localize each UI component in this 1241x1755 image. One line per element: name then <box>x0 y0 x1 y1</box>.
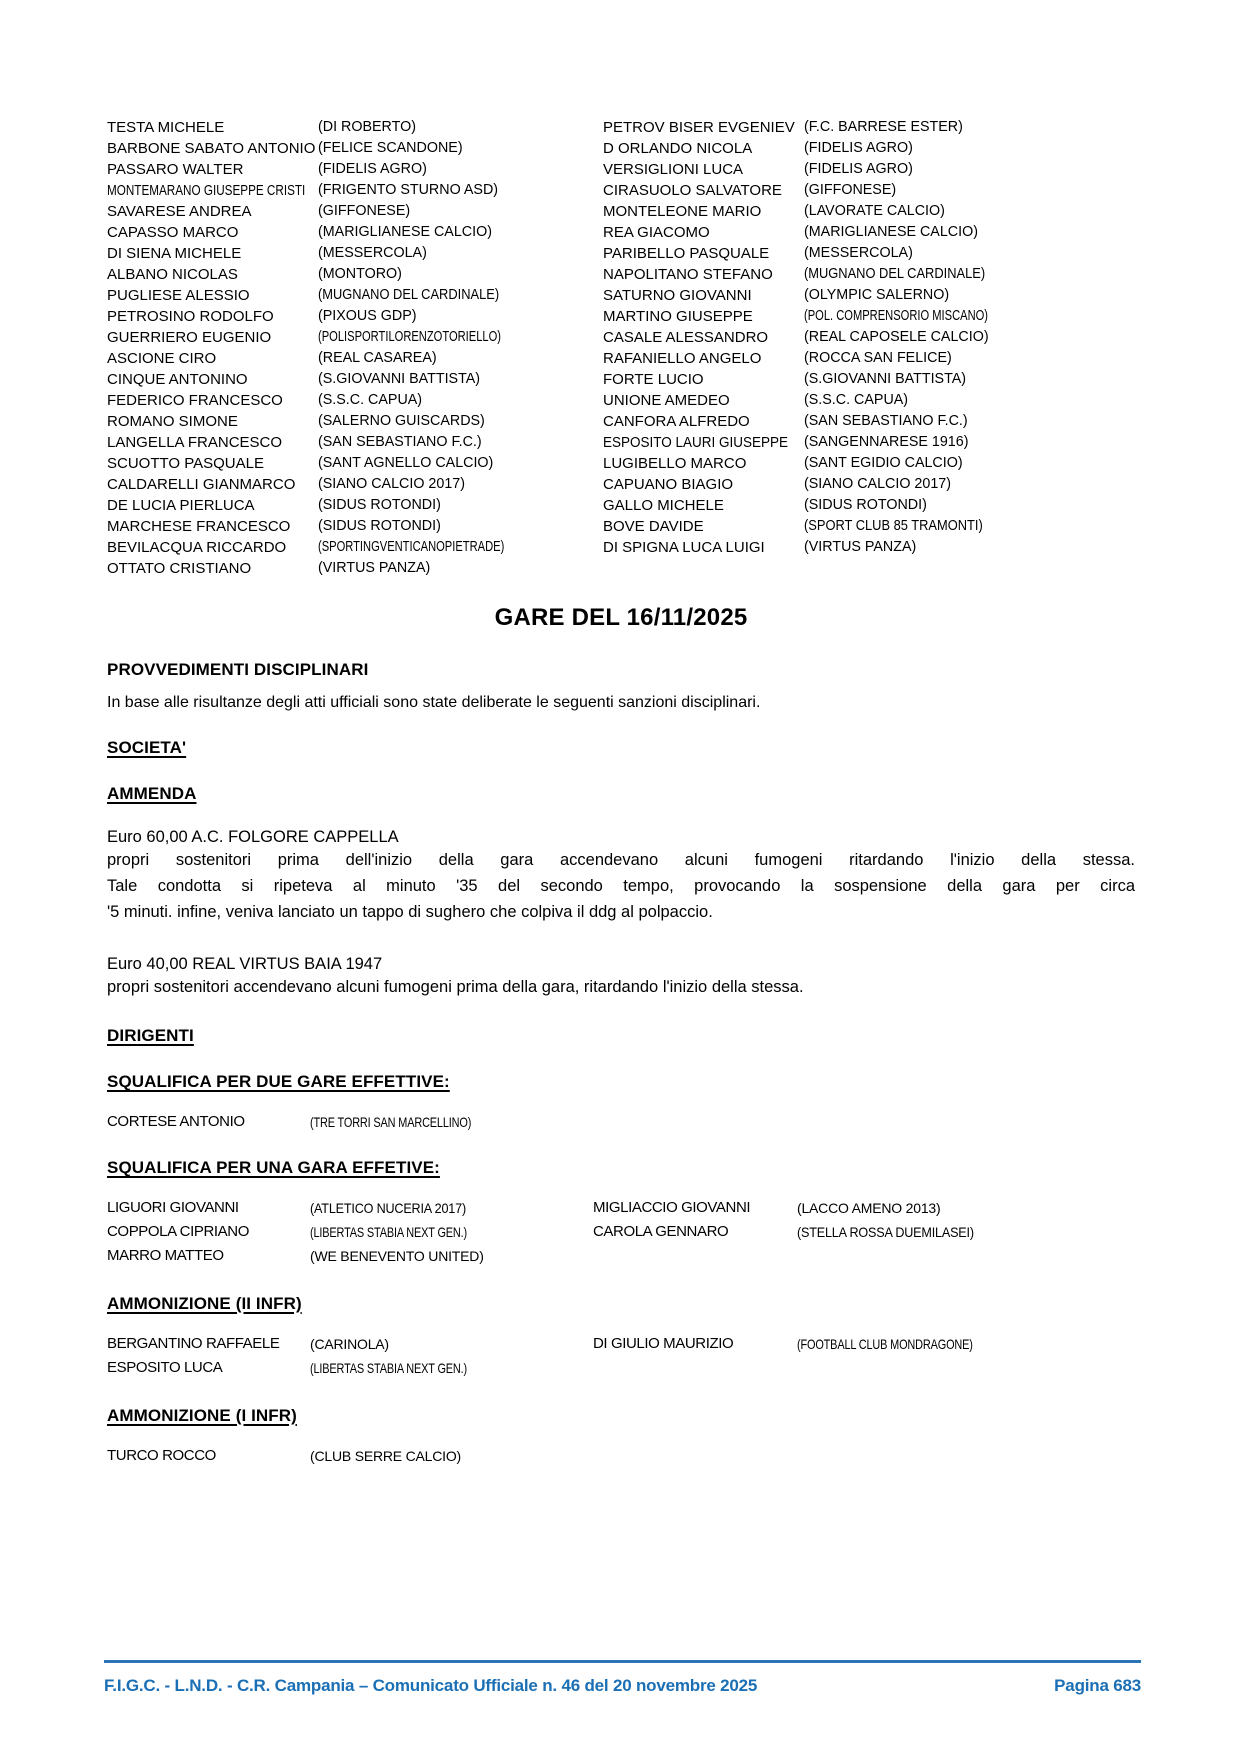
ammonizione-i-heading <box>107 1406 1135 1426</box>
club-name: (STELLA ROSSA DUEMILASEI) <box>797 1224 974 1240</box>
squalifica-due-list <box>107 1110 1135 1134</box>
person-name: BEVILACQUA RICCARDO <box>107 539 287 556</box>
roster-section <box>107 117 1135 579</box>
person-name: D ORLANDO NICOLA <box>603 140 753 157</box>
person-name: RAFANIELLO ANGELO <box>603 350 762 367</box>
societa-heading <box>107 738 1135 758</box>
club-name: (POLISPORTILORENZOTORIELLO) <box>318 329 502 345</box>
club-name: (FRIGENTO STURNO ASD) <box>318 182 499 198</box>
person-name: PETROSINO RODOLFO <box>107 308 274 325</box>
club-name: (S.S.C. CAPUA) <box>318 392 423 408</box>
person-name: ASCIONE CIRO <box>107 350 217 367</box>
person-name: ESPOSITO LAURI GIUSEPPE <box>603 434 789 451</box>
club-name: (POL. COMPRENSORIO MISCANO) <box>804 308 989 324</box>
fine-body <box>107 847 1135 925</box>
page-footer <box>104 1660 1141 1696</box>
club-name: (SIDUS ROTONDI) <box>318 518 441 534</box>
club-name: (LIBERTAS STABIA NEXT GEN.) <box>310 1224 468 1240</box>
person-name: BOVE DAVIDE <box>603 518 704 535</box>
person-name: FORTE LUCIO <box>603 371 704 388</box>
person-name: LANGELLA FRANCESCO <box>107 434 283 451</box>
club-name: (WE BENEVENTO UNITED) <box>310 1248 484 1264</box>
club-name: (SANGENNARESE 1916) <box>804 434 969 450</box>
person-name: OTTATO CRISTIANO <box>107 560 252 577</box>
club-name: (F.C. BARRESE ESTER) <box>804 119 963 135</box>
person-name: ALBANO NICOLAS <box>107 266 238 283</box>
club-name: (SIDUS ROTONDI) <box>804 497 927 513</box>
club-name: (S.S.C. CAPUA) <box>804 392 909 408</box>
person-name: ESPOSITO LUCA <box>107 1359 223 1376</box>
club-name: (MONTORO) <box>318 266 402 282</box>
person-name: BARBONE SABATO ANTONIO <box>107 140 316 157</box>
club-name: (REAL CASAREA) <box>318 350 437 366</box>
person-name: MARRO MATTEO <box>107 1247 224 1264</box>
club-name: (ATLETICO NUCERIA 2017) <box>310 1200 466 1216</box>
person-name: GALLO MICHELE <box>603 497 724 514</box>
fine-body-line: '5 minuti. infine, veniva lanciato un tappo di sughero che colpiva il ddg al polpaccio. <box>107 903 713 921</box>
provvedimenti-heading: PROVVEDIMENTI DISCIPLINARI <box>107 660 369 679</box>
ammonizione-ii-list <box>107 1332 1135 1380</box>
squalifica-una-heading-text: SQUALIFICA PER UNA GARA EFFETIVE: <box>107 1158 440 1177</box>
fine-block-1 <box>107 828 1135 925</box>
person-name: MIGLIACCIO GIOVANNI <box>593 1199 751 1216</box>
club-name: (DI ROBERTO) <box>318 119 416 135</box>
club-name: (S.GIOVANNI BATTISTA) <box>318 371 481 387</box>
club-name: (SIANO CALCIO 2017) <box>318 476 465 492</box>
person-name: CAPASSO MARCO <box>107 224 239 241</box>
person-name: LUGIBELLO MARCO <box>603 455 747 472</box>
person-name: PETROV BISER EVGENIEV <box>603 119 795 136</box>
person-name: DE LUCIA PIERLUCA <box>107 497 255 514</box>
person-name: NAPOLITANO STEFANO <box>603 266 773 283</box>
club-name: (REAL CAPOSELE CALCIO) <box>804 329 989 345</box>
squalifica-due-heading-text: SQUALIFICA PER DUE GARE EFFETTIVE: <box>107 1072 450 1091</box>
person-name: ROMANO SIMONE <box>107 413 238 430</box>
gare-date-heading: GARE DEL 16/11/2025 <box>494 604 748 631</box>
fine-amount-line: Euro 60,00 A.C. FOLGORE CAPPELLA <box>107 828 399 846</box>
fine-body-line: propri sostenitori accendevano alcuni fumogeni prima della gara, ritardando l'inizio della stessa. <box>107 978 804 996</box>
club-name: (SANT AGNELLO CALCIO) <box>318 455 494 471</box>
club-name: (MARIGLIANESE CALCIO) <box>804 224 978 240</box>
club-name: (MESSERCOLA) <box>804 245 913 261</box>
person-name: MARTINO GIUSEPPE <box>603 308 753 325</box>
person-name: DI SIENA MICHELE <box>107 245 242 262</box>
person-name: TURCO ROCCO <box>107 1447 216 1464</box>
club-name: (S.GIOVANNI BATTISTA) <box>804 371 967 387</box>
person-name: MARCHESE FRANCESCO <box>107 518 291 535</box>
club-name: (OLYMPIC SALERNO) <box>804 287 950 303</box>
club-name: (MESSERCOLA) <box>318 245 427 261</box>
club-name: (PIXOUS GDP) <box>318 308 417 324</box>
person-name: CANFORA ALFREDO <box>603 413 750 430</box>
person-name: DI GIULIO MAURIZIO <box>593 1335 734 1352</box>
person-name: MONTELEONE MARIO <box>603 203 762 220</box>
person-name: CIRASUOLO SALVATORE <box>603 182 782 199</box>
person-name: CORTESE ANTONIO <box>107 1113 245 1130</box>
person-name: MONTEMARANO GIUSEPPE CRISTI <box>107 182 306 199</box>
club-name: (SAN SEBASTIANO F.C.) <box>804 413 968 429</box>
fine-block-2 <box>107 955 1135 1000</box>
club-name: (LACCO AMENO 2013) <box>797 1200 941 1216</box>
footer-publication-info: F.I.G.C. - L.N.D. - C.R. Campania – Comunicato Ufficiale n. 46 del 20 novembre 2025 <box>104 1676 758 1695</box>
club-name: (FIDELIS AGRO) <box>804 140 913 156</box>
dirigenti-heading <box>107 1026 1135 1046</box>
club-name: (LAVORATE CALCIO) <box>804 203 945 219</box>
person-name: LIGUORI GIOVANNI <box>107 1199 239 1216</box>
person-name: BERGANTINO RAFFAELE <box>107 1335 280 1352</box>
club-name: (FIDELIS AGRO) <box>804 161 913 177</box>
squalifica-due-heading <box>107 1072 1135 1092</box>
club-name: (VIRTUS PANZA) <box>804 539 917 555</box>
squalifica-una-heading <box>107 1158 1135 1178</box>
club-name: (SALERNO GUISCARDS) <box>318 413 485 429</box>
club-name: (FOOTBALL CLUB MONDRAGONE) <box>797 1336 973 1352</box>
roster-column-right <box>603 117 1135 579</box>
ammonizione-i-heading-text: AMMONIZIONE (I INFR) <box>107 1406 297 1425</box>
person-name: VERSIGLIONI LUCA <box>603 161 744 178</box>
club-name: (SPORT CLUB 85 TRAMONTI) <box>804 518 983 534</box>
squalifica-una-list <box>107 1196 1135 1268</box>
club-name: (CLUB SERRE CALCIO) <box>310 1448 462 1464</box>
club-name: (FIDELIS AGRO) <box>318 161 427 177</box>
person-name: SAVARESE ANDREA <box>107 203 252 220</box>
club-name: (MUGNANO DEL CARDINALE) <box>804 266 986 282</box>
club-name: (MUGNANO DEL CARDINALE) <box>318 287 500 303</box>
club-name: (MARIGLIANESE CALCIO) <box>318 224 492 240</box>
club-name: (VIRTUS PANZA) <box>318 560 431 576</box>
club-name: (SAN SEBASTIANO F.C.) <box>318 434 482 450</box>
person-name: SATURNO GIOVANNI <box>603 287 752 304</box>
person-name: FEDERICO FRANCESCO <box>107 392 283 409</box>
dirigenti-heading-text: DIRIGENTI <box>107 1026 194 1045</box>
fine-amount-line: Euro 40,00 REAL VIRTUS BAIA 1947 <box>107 955 383 973</box>
person-name: CAPUANO BIAGIO <box>603 476 734 493</box>
club-name: (ROCCA SAN FELICE) <box>804 350 952 366</box>
person-name: REA GIACOMO <box>603 224 710 241</box>
footer-page-number: Pagina 683 <box>1054 1676 1141 1695</box>
societa-heading-text: SOCIETA' <box>107 738 187 757</box>
person-name: CALDARELLI GIANMARCO <box>107 476 296 493</box>
ammenda-heading-text: AMMENDA <box>107 784 197 803</box>
person-name: CAROLA GENNARO <box>593 1223 729 1240</box>
person-name: COPPOLA CIPRIANO <box>107 1223 249 1240</box>
person-name: PASSARO WALTER <box>107 161 244 178</box>
club-name: (FELICE SCANDONE) <box>318 140 463 156</box>
ammonizione-i-list <box>107 1444 1135 1468</box>
ammenda-heading <box>107 784 1135 804</box>
person-name: GUERRIERO EUGENIO <box>107 329 272 346</box>
club-name: (GIFFONESE) <box>318 203 411 219</box>
person-name: TESTA MICHELE <box>107 119 225 136</box>
person-name: DI SPIGNA LUCA LUIGI <box>603 539 765 556</box>
club-name: (SIANO CALCIO 2017) <box>804 476 951 492</box>
fine-body-line: propri sostenitori prima dell'inizio della gara accendevano alcuni fumogeni ritardando l'inizio della stessa. <box>107 851 1135 869</box>
person-name: PUGLIESE ALESSIO <box>107 287 250 304</box>
club-name: (CARINOLA) <box>310 1336 389 1352</box>
person-name: UNIONE AMEDEO <box>603 392 730 409</box>
ammonizione-ii-heading-text: AMMONIZIONE (II INFR) <box>107 1294 302 1313</box>
person-name: CINQUE ANTONINO <box>107 371 248 388</box>
ammonizione-ii-heading <box>107 1294 1135 1314</box>
club-name: (SIDUS ROTONDI) <box>318 497 441 513</box>
provvedimenti-intro: In base alle risultanze degli atti ufficiali sono state deliberate le seguenti sanzioni disciplinari. <box>107 694 761 711</box>
fine-body-line: Tale condotta si ripeteva al minuto '35 del secondo tempo, provocando la sospensione della gara per circa <box>107 877 1135 895</box>
roster-column-left <box>107 117 603 579</box>
person-name: SCUOTTO PASQUALE <box>107 455 264 472</box>
club-name: (SPORTINGVENTICANOPIETRADE) <box>318 539 505 555</box>
club-name: (GIFFONESE) <box>804 182 897 198</box>
club-name: (TRE TORRI SAN MARCELLINO) <box>310 1114 472 1130</box>
fine-body <box>107 974 1135 1000</box>
person-name: PARIBELLO PASQUALE <box>603 245 770 262</box>
club-name: (SANT EGIDIO CALCIO) <box>804 455 963 471</box>
person-name: CASALE ALESSANDRO <box>603 329 769 346</box>
club-name: (LIBERTAS STABIA NEXT GEN.) <box>310 1360 468 1376</box>
